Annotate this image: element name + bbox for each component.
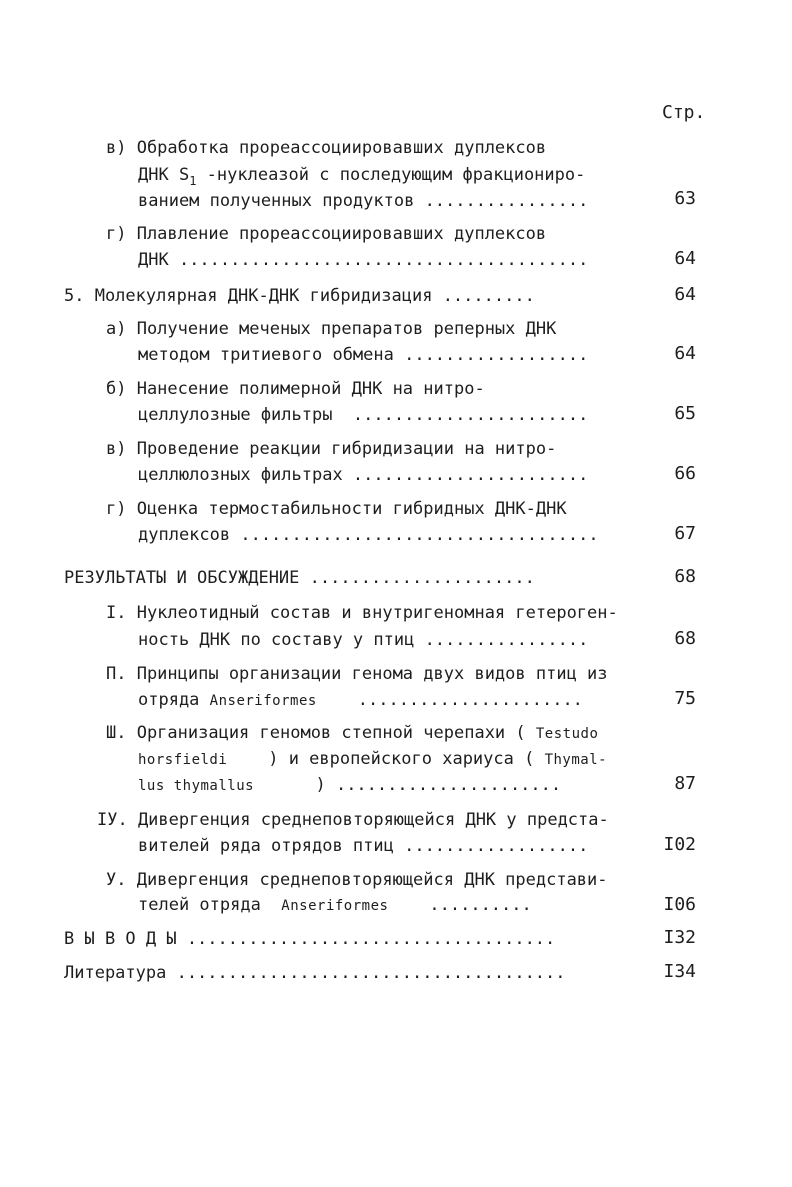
toc-entry-5g-page: 67 (674, 523, 696, 544)
toc-entry-III-page: 87 (674, 773, 696, 794)
toc-entry-5g-line-2: дуплексов ................................... (138, 525, 599, 545)
toc-entry-III-line-2: horsfieldi ) и европейского хариуса ( Thymal- (138, 749, 608, 769)
toc-entry-4v-line-1: в) Обработка прореассоциировавших дуплексов (106, 138, 547, 158)
toc-entry-4v-line-2: ДНК $S_1$ -нуклеазой с последующим фракциониро- (138, 165, 586, 188)
toc-entry-5-page: 64 (674, 284, 696, 305)
toc-entry-results: РЕЗУЛЬТАТЫ И ОБСУЖДЕНИЕ ...................... (64, 568, 535, 588)
toc-entry-IV-page: I02 (663, 834, 696, 855)
page-column-header: Стр. (662, 102, 706, 123)
toc-entry-II-page: 75 (674, 688, 696, 709)
toc-entry-III-line-3: lus thymallus ) ...................... (138, 775, 562, 795)
toc-entry-5a-page: 64 (674, 343, 696, 364)
toc-entry-II-line-2: отряда Anseriformes ...................... (138, 690, 583, 710)
toc-entry-5v-page: 66 (674, 463, 696, 484)
toc-entry-IV-line-1: IУ. Дивергенция среднеповторяющейся ДНК у предста- (97, 810, 609, 830)
toc-entry-results-page: 68 (674, 566, 696, 587)
toc-entry-5a-line-2: методом тритиевого обмена .................. (138, 345, 589, 365)
toc-entry-5b-page: 65 (674, 403, 696, 424)
toc-entry-4g-line-1: г) Плавление прореассоциировавших дуплексов (106, 224, 547, 244)
toc-entry-5a-line-1: а) Получение меченых препаратов реперных ДНК (106, 319, 557, 339)
toc-entry-4g-line-2: ДНК ........................................ (138, 250, 589, 270)
toc-entry-5: 5. Молекулярная ДНК-ДНК гибридизация ......... (64, 286, 535, 306)
toc-entry-V-line-2: телей отряда Anseriformes .......... (138, 895, 532, 915)
toc-entry-V-line-1: У. Дивергенция среднеповторяющейся ДНК представи- (106, 870, 608, 890)
toc-entry-5v-line-2: целлюлозных фильтрах ....................... (138, 465, 589, 485)
toc-entry-II-line-1: П. Принципы организации генома двух видов птиц из (106, 664, 608, 684)
toc-entry-4v-page: 63 (674, 188, 696, 209)
toc-entry-IV-line-2: вителей ряда отрядов птиц .................. (138, 836, 589, 856)
toc-entry-5v-line-1: в) Проведение реакции гибридизации на нитро- (106, 439, 557, 459)
toc-entry-5b-line-1: б) Нанесение полимерной ДНК на нитро- (106, 379, 485, 399)
toc-entry-conclusions: В Ы В О Д Ы .................................... (64, 929, 556, 949)
toc-entry-V-page: I06 (663, 894, 696, 915)
toc-entry-4g-page: 64 (674, 248, 696, 269)
toc-entry-I-line-1: I. Нуклеотидный состав и внутригеномная гетероген- (106, 603, 618, 623)
toc-entry-5g-line-1: г) Оценка термостабильности гибридных ДНК-ДНК (106, 499, 567, 519)
toc-entry-III-line-1: Ш. Организация геномов степной черепахи ( Testudo (106, 723, 599, 743)
toc-entry-I-line-2: ность ДНК по составу у птиц ................ (138, 630, 589, 650)
toc-entry-literature: Литература ...................................... (64, 963, 566, 983)
toc-entry-conclusions-page: I32 (663, 927, 696, 948)
toc-entry-I-page: 68 (674, 628, 696, 649)
toc-entry-literature-page: I34 (663, 961, 696, 982)
toc-entry-5b-line-2: целлулозные фильтры ....................... (138, 405, 589, 425)
toc-entry-4v-line-3: ванием полученных продуктов ................ (138, 191, 589, 211)
